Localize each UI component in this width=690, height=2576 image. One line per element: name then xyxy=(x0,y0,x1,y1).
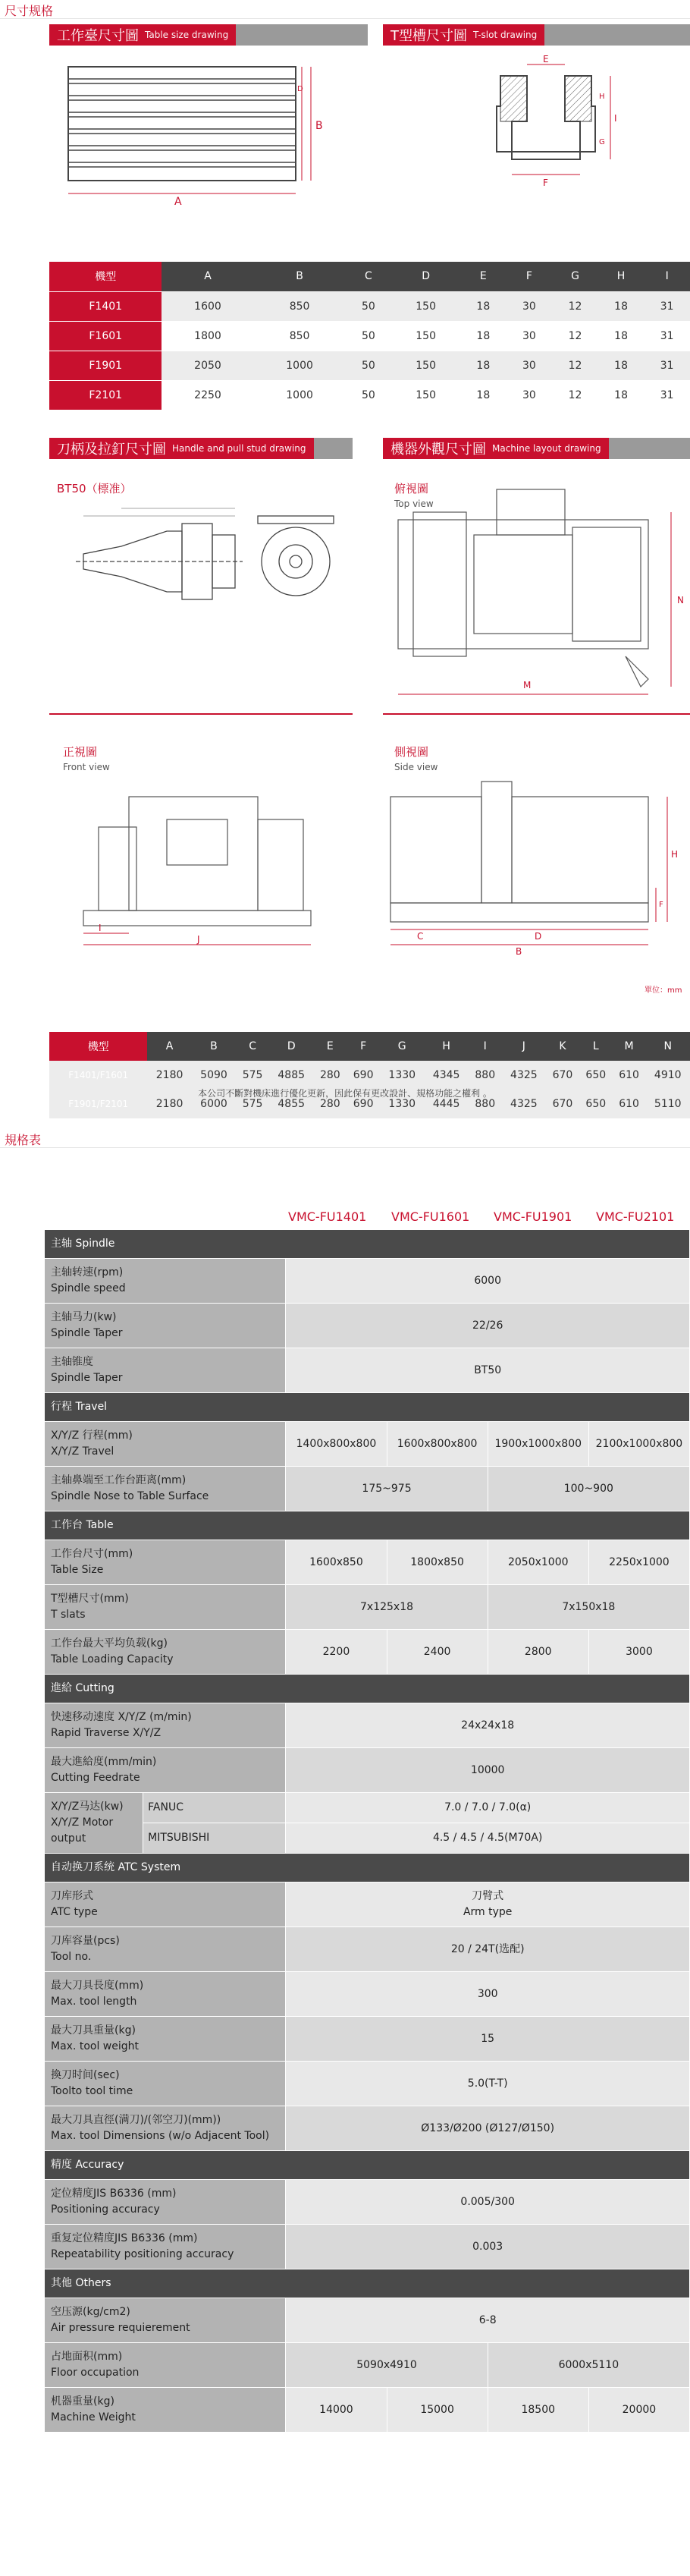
table-dimensions-spec xyxy=(49,262,690,410)
table-cell: 690 xyxy=(347,1090,380,1118)
table-cell: 30 xyxy=(507,291,553,321)
spec-label-cn: 主轴锥度 xyxy=(51,1356,93,1368)
spec-label-en: Max. tool Dimensions (w/o Adjacent Tool) xyxy=(51,2130,270,2142)
table-cell: 50 xyxy=(346,351,392,380)
table-header-cell: E xyxy=(460,262,507,291)
spec-value: 300 xyxy=(286,1972,690,2017)
spec-label-en: X/Y/Z Travel xyxy=(51,1445,114,1458)
spec-value: 15 xyxy=(286,2017,690,2062)
divider xyxy=(0,1147,690,1148)
table-cell: 2250 xyxy=(162,380,253,410)
table-cell: 4325 xyxy=(502,1090,546,1118)
table-header-cell: J xyxy=(502,1032,546,1061)
spec-label-en: Spindle Taper xyxy=(51,1327,123,1339)
table-cell: 18 xyxy=(598,321,645,351)
top-label-n: N xyxy=(677,595,684,605)
spec-row xyxy=(45,1630,690,1675)
spec-row xyxy=(45,2017,690,2062)
top-view-label: 俯視圖 Top view xyxy=(394,482,434,509)
spec-label xyxy=(45,1748,286,1793)
top-view-drawing xyxy=(383,459,690,713)
spec-value: 1600x850 xyxy=(286,1540,387,1585)
table-header-cell: C xyxy=(346,262,392,291)
table-size-drawing xyxy=(61,61,364,212)
spec-value: 1800x850 xyxy=(387,1540,488,1585)
table-size-band xyxy=(49,24,368,46)
spec-label-cn: 最大刀具直徑(满刀)/(邻空刀)(mm)) xyxy=(51,2114,221,2126)
table-cell: 6000 xyxy=(192,1090,236,1118)
spec-row xyxy=(45,1585,690,1630)
table-cell: 31 xyxy=(644,351,690,380)
spec-row xyxy=(45,1882,690,1927)
spec-label-en: Spindle speed xyxy=(51,1282,126,1294)
table-cell: 31 xyxy=(644,321,690,351)
spec-label-cn: 刀库容量(pcs) xyxy=(51,1935,120,1947)
spec-row xyxy=(45,2180,690,2225)
side-label-d: D xyxy=(535,931,542,942)
table-cell: 30 xyxy=(507,321,553,351)
model-header: VMC-FU1401 xyxy=(288,1209,367,1224)
spec-label-en: X/Y/Z Motor xyxy=(51,1816,114,1829)
tool-band xyxy=(49,438,353,459)
table-cell: 280 xyxy=(313,1090,347,1118)
table-header-cell: H xyxy=(424,1032,468,1061)
spec-label-cn: 定位精度JIS B6336 (mm) xyxy=(51,2188,177,2200)
section-title-text: 規格表 xyxy=(5,1133,42,1147)
spec-row xyxy=(45,2225,690,2269)
spec-value: 6000 xyxy=(286,1259,690,1304)
spec-value: 7x150x18 xyxy=(488,1585,689,1630)
spec-value: 24x24x18 xyxy=(286,1703,690,1748)
side-label-h: H xyxy=(671,849,679,860)
table-cell: 150 xyxy=(391,380,460,410)
spec-label-en: Max. tool weight xyxy=(51,2040,140,2052)
spec-value: 2250x1000 xyxy=(588,1540,689,1585)
spec-label-en: Air pressure requierement xyxy=(51,2322,190,2334)
table-cell: 18 xyxy=(460,380,507,410)
spec-label-en: Tool no. xyxy=(51,1951,92,1963)
spec-group-row xyxy=(45,1393,690,1422)
spec-group-row xyxy=(45,1511,690,1540)
table-cell: 650 xyxy=(579,1090,613,1118)
table-cell: 18 xyxy=(598,291,645,321)
table-cell: 670 xyxy=(546,1061,579,1090)
band-label: T型槽尺寸圖 T-slot drawing xyxy=(383,24,544,46)
spec-label-en: Rapid Traverse X/Y/Z xyxy=(51,1727,162,1739)
table-cell: 850 xyxy=(254,291,346,321)
table-cell: 150 xyxy=(391,351,460,380)
spec-label xyxy=(45,1882,286,1927)
spec-label-en: Spindle Nose to Table Surface xyxy=(51,1490,209,1502)
table-cell: 1330 xyxy=(380,1061,424,1090)
spec-label xyxy=(45,2298,286,2343)
model-cell: F1901/F2101 xyxy=(49,1090,147,1118)
table-header-cell: E xyxy=(313,1032,347,1061)
spec-label xyxy=(45,1585,286,1630)
table-cell: 880 xyxy=(469,1061,502,1090)
spec-label-cn: 最大刀具重量(kg) xyxy=(51,2024,136,2037)
model-header: VMC-FU2101 xyxy=(596,1209,675,1224)
model-header: VMC-FU1901 xyxy=(494,1209,572,1224)
spec-value: 100~900 xyxy=(488,1467,689,1511)
dim-label-d: D xyxy=(297,85,303,93)
dim-label-b: B xyxy=(315,120,323,132)
spec-group-label: 工作台 Table xyxy=(45,1511,690,1540)
spec-label-en: ATC type xyxy=(51,1906,98,1918)
table-cell: 1330 xyxy=(380,1090,424,1118)
table-cell: 5110 xyxy=(646,1090,690,1118)
spec-label-cn: 重复定位精度JIS B6336 (mm) xyxy=(51,2232,198,2244)
tslot-label-f: F xyxy=(543,178,548,188)
table-row xyxy=(49,321,690,351)
spec-group-row xyxy=(45,1675,690,1703)
spec-value: 18500 xyxy=(488,2388,588,2433)
spec-value: 1400x800x800 xyxy=(286,1422,387,1467)
spec-value: 5090x4910 xyxy=(286,2343,488,2388)
spec-row xyxy=(45,1422,690,1467)
table-cell: 18 xyxy=(460,351,507,380)
dim-label-a: A xyxy=(174,196,182,208)
tool-holder-drawing xyxy=(53,501,356,630)
spec-label-cn: 刀库形式 xyxy=(51,1890,93,1902)
spec-label-cn: 換刀时间(sec) xyxy=(51,2069,120,2081)
table-header-cell: N xyxy=(646,1032,690,1061)
table-cell: 31 xyxy=(644,380,690,410)
table-header-cell: F xyxy=(347,1032,380,1061)
front-view-label: 正視圖 Front view xyxy=(63,745,110,772)
spec-row xyxy=(45,1304,690,1348)
spec-value: 4.5 / 4.5 / 4.5(M70A) xyxy=(286,1823,690,1854)
front-view-drawing xyxy=(53,774,356,956)
model-header: VMC-FU1601 xyxy=(391,1209,470,1224)
spec-row xyxy=(45,1972,690,2017)
top-label-m: M xyxy=(523,680,532,690)
spec-label-cn: 工作台尺寸(mm) xyxy=(51,1548,133,1560)
spec-row xyxy=(45,1703,690,1748)
table-header-cell: G xyxy=(552,262,598,291)
spec-row xyxy=(45,1467,690,1511)
table-cell: 670 xyxy=(546,1090,579,1118)
model-cell: F1401 xyxy=(49,291,162,321)
spec-row xyxy=(45,2388,690,2433)
spec-value-line: Arm type xyxy=(463,1906,513,1918)
spec-label-en: Positioning accuracy xyxy=(51,2203,160,2216)
tslot-band xyxy=(383,24,690,46)
table-cell: 50 xyxy=(346,291,392,321)
spec-value-line: 刀臂式 xyxy=(472,1890,504,1902)
spec-group-label: 其他 Others xyxy=(45,2269,690,2298)
table-cell: 1000 xyxy=(254,380,346,410)
table-cell: 4445 xyxy=(424,1090,468,1118)
spec-row xyxy=(45,2062,690,2106)
spec-label-en: Floor occupation xyxy=(51,2367,140,2379)
spec-row xyxy=(45,1793,690,1823)
spec-row xyxy=(45,2298,690,2343)
band-label: 工作臺尺寸圖 Table size drawing xyxy=(49,24,236,46)
spec-value: BT50 xyxy=(286,1348,690,1393)
spec-value: 7x125x18 xyxy=(286,1585,488,1630)
spec-value: 2400 xyxy=(387,1630,488,1675)
spec-label-cn: X/Y/Z马达(kw) xyxy=(51,1801,124,1813)
spec-value: 3000 xyxy=(588,1630,689,1675)
table-cell: 575 xyxy=(236,1090,269,1118)
table-row xyxy=(49,291,690,321)
spec-label-cn: 最大刀具長度(mm) xyxy=(51,1980,144,1992)
table-header-cell: D xyxy=(269,1032,313,1061)
spec-value: 2800 xyxy=(488,1630,588,1675)
spec-row xyxy=(45,2343,690,2388)
table-cell: 18 xyxy=(460,321,507,351)
spec-label-en: Cutting Feedrate xyxy=(51,1772,140,1784)
spec-value: 1600x800x800 xyxy=(387,1422,488,1467)
spec-label xyxy=(45,1703,286,1748)
spec-label-en: Toolto tool time xyxy=(51,2085,133,2097)
machine-band xyxy=(383,438,690,459)
spec-row xyxy=(45,1748,690,1793)
spec-group-row xyxy=(45,1230,690,1259)
table-cell: 4345 xyxy=(424,1061,468,1090)
model-cell: F1601 xyxy=(49,321,162,351)
table-machine-dimensions xyxy=(49,1032,690,1118)
spec-value: 2200 xyxy=(286,1630,387,1675)
spec-value: 10000 xyxy=(286,1748,690,1793)
table-row xyxy=(49,1061,690,1090)
spec-label xyxy=(45,2017,286,2062)
section-title-text: 尺寸规格 xyxy=(5,4,54,18)
side-view-drawing xyxy=(383,774,690,956)
spec-label-cn: 机器重量(kg) xyxy=(51,2395,114,2408)
spec-label-cn: X/Y/Z 行程(mm) xyxy=(51,1430,133,1442)
table-cell: 5090 xyxy=(192,1061,236,1090)
spec-label xyxy=(45,1630,286,1675)
table-cell: 650 xyxy=(579,1061,613,1090)
table-cell: 12 xyxy=(552,291,598,321)
tslot-label-e: E xyxy=(543,54,549,64)
tool-divider xyxy=(49,713,353,715)
table-cell: 575 xyxy=(236,1061,269,1090)
table-row xyxy=(49,380,690,410)
spec-table xyxy=(44,1229,690,2433)
table-cell: 690 xyxy=(347,1061,380,1090)
table-cell: 12 xyxy=(552,380,598,410)
spec-label xyxy=(45,1304,286,1348)
table-header-cell: D xyxy=(391,262,460,291)
table-row xyxy=(49,351,690,380)
spec-row xyxy=(45,1927,690,1972)
spec-value: 175~975 xyxy=(286,1467,488,1511)
model-cell: F2101 xyxy=(49,380,162,410)
table-cell: 30 xyxy=(507,351,553,380)
table-cell: 880 xyxy=(469,1090,502,1118)
model-cell: F1901 xyxy=(49,351,162,380)
spec-row xyxy=(45,1259,690,1304)
tslot-label-i: I xyxy=(614,113,617,124)
unit-label: 單位：mm xyxy=(645,986,682,995)
spec-group-label: 行程 Travel xyxy=(45,1393,690,1422)
disclaimer-note: 本公司不斷對機床進行優化更新，因此保有更改設計、規格功能之權利 。 xyxy=(198,1088,492,1099)
table-header-cell: F xyxy=(507,262,553,291)
band-label: 刀柄及拉釘尺寸圖 Handle and pull stud drawing xyxy=(49,438,314,459)
table-cell: 12 xyxy=(552,351,598,380)
table-header-cell: A xyxy=(147,1032,191,1061)
table-header-cell: C xyxy=(236,1032,269,1061)
spec-label xyxy=(45,1540,286,1585)
spec-label xyxy=(45,1927,286,1972)
spec-value: 6-8 xyxy=(286,2298,690,2343)
table-cell: 610 xyxy=(613,1090,646,1118)
spec-label xyxy=(45,1259,286,1304)
spec-label-en: T slats xyxy=(51,1609,86,1621)
spec-group-row xyxy=(45,1854,690,1882)
spec-label xyxy=(45,1422,286,1467)
table-header-cell: H xyxy=(598,262,645,291)
spec-group-row xyxy=(45,2269,690,2298)
table-cell: 150 xyxy=(391,291,460,321)
table-cell: 50 xyxy=(346,321,392,351)
table-cell: 31 xyxy=(644,291,690,321)
spec-row xyxy=(45,2106,690,2151)
spec-label-cn: 工作台最大平均负载(kg) xyxy=(51,1637,168,1650)
side-label-c: C xyxy=(417,931,424,942)
spec-label-cn: 主轴鼻端至工作台距离(mm) xyxy=(51,1474,187,1486)
table-cell: 1800 xyxy=(162,321,253,351)
model-cell: F1401/F1601 xyxy=(49,1061,147,1090)
table-header-cell: L xyxy=(579,1032,613,1061)
tslot-drawing xyxy=(470,53,637,205)
spec-label-en: output xyxy=(51,1832,86,1845)
spec-value: 7.0 / 7.0 / 7.0(α) xyxy=(286,1793,690,1823)
spec-value: 15000 xyxy=(387,2388,488,2433)
table-cell: 50 xyxy=(346,380,392,410)
spec-value: 14000 xyxy=(286,2388,387,2433)
table-cell: 2180 xyxy=(147,1090,191,1118)
spec-label-cn: 主轴马力(kw) xyxy=(51,1311,117,1323)
spec-label xyxy=(45,2106,286,2151)
band-label: 機器外觀尺寸圖 Machine layout drawing xyxy=(383,438,609,459)
spec-label-en: Repeatability positioning accuracy xyxy=(51,2248,234,2260)
table-cell: 4325 xyxy=(502,1061,546,1090)
spec-value: 5.0(T-T) xyxy=(286,2062,690,2106)
spec-group-label: 精度 Accuracy xyxy=(45,2151,690,2180)
spec-label xyxy=(45,1348,286,1393)
spec-label xyxy=(45,2388,286,2433)
table-cell: 2050 xyxy=(162,351,253,380)
table-cell: 30 xyxy=(507,380,553,410)
table-header-cell: G xyxy=(380,1032,424,1061)
table-cell: 18 xyxy=(460,291,507,321)
spec-label-cn: 快速移动速度 X/Y/Z (m/min) xyxy=(51,1711,192,1723)
spec-label-en: Max. tool length xyxy=(51,1996,137,2008)
spec-label-en: Table Size xyxy=(51,1564,104,1576)
table-cell: 2180 xyxy=(147,1061,191,1090)
spec-label xyxy=(45,1793,143,1854)
spec-label-cn: 主轴转速(rpm) xyxy=(51,1266,124,1279)
spec-value: 6000x5110 xyxy=(488,2343,689,2388)
table-header-cell: B xyxy=(192,1032,236,1061)
spec-label xyxy=(45,2225,286,2269)
table-cell: 1000 xyxy=(254,351,346,380)
table-header-cell: M xyxy=(613,1032,646,1061)
side-view-label: 側視圖 Side view xyxy=(394,745,438,772)
table-cell: 1600 xyxy=(162,291,253,321)
spec-label-cn: 空压源(kg/cm2) xyxy=(51,2306,130,2318)
spec-value: 20000 xyxy=(588,2388,689,2433)
table-cell: 4855 xyxy=(269,1090,313,1118)
table-cell: 150 xyxy=(391,321,460,351)
spec-value: 22/26 xyxy=(286,1304,690,1348)
table-header-cell: I xyxy=(644,262,690,291)
spec-group-row xyxy=(45,2151,690,2180)
spec-value: Ø133/Ø200 (Ø127/Ø150) xyxy=(286,2106,690,2151)
spec-group-label: 主轴 Spindle xyxy=(45,1230,690,1259)
spec-label-cn: T型槽尺寸(mm) xyxy=(51,1593,129,1605)
spec-label-en: Spindle Taper xyxy=(51,1372,123,1384)
spec-label-en: Table Loading Capacity xyxy=(51,1653,174,1665)
side-label-f: F xyxy=(659,901,663,909)
spec-value: 0.003 xyxy=(286,2225,690,2269)
spec-row xyxy=(45,1348,690,1393)
spec-value: 2050x1000 xyxy=(488,1540,588,1585)
tslot-label-h: H xyxy=(599,93,605,101)
table-cell: 610 xyxy=(613,1061,646,1090)
spec-value: 0.005/300 xyxy=(286,2180,690,2225)
spec-group-label: 自动换刀系统 ATC System xyxy=(45,1854,690,1882)
spec-sublabel: MITSUBISHI xyxy=(143,1823,286,1854)
table-header-cell: K xyxy=(546,1032,579,1061)
table-cell: 850 xyxy=(254,321,346,351)
divider xyxy=(0,18,690,19)
side-label-b: B xyxy=(516,946,522,956)
spec-value xyxy=(286,1882,690,1927)
spec-label-cn: 占地面积(mm) xyxy=(51,2351,123,2363)
tslot-label-g: G xyxy=(599,138,605,146)
spec-label xyxy=(45,2062,286,2106)
table-cell: 18 xyxy=(598,351,645,380)
spec-label-cn: 最大進給度(mm/min) xyxy=(51,1756,157,1768)
spec-sublabel: FANUC xyxy=(143,1793,286,1823)
table-cell: 18 xyxy=(598,380,645,410)
table-header-cell: A xyxy=(162,262,253,291)
table-header-cell: 機型 xyxy=(49,1032,147,1061)
spec-label-en: Machine Weight xyxy=(51,2411,136,2423)
table-cell: 12 xyxy=(552,321,598,351)
bt50-label: BT50（標准） xyxy=(57,482,132,495)
spec-label xyxy=(45,2343,286,2388)
spec-row xyxy=(45,1540,690,1585)
spec-group-label: 進給 Cutting xyxy=(45,1675,690,1703)
table-cell: 4910 xyxy=(646,1061,690,1090)
table-header-cell: 機型 xyxy=(49,262,162,291)
front-label-i: I xyxy=(99,923,102,933)
table-cell: 4885 xyxy=(269,1061,313,1090)
top-divider xyxy=(383,713,690,715)
spec-value: 20 / 24T(选配) xyxy=(286,1927,690,1972)
table-header-cell: I xyxy=(469,1032,502,1061)
front-label-j: J xyxy=(197,934,200,945)
table-cell: 280 xyxy=(313,1061,347,1090)
spec-label xyxy=(45,1467,286,1511)
table-header-cell: B xyxy=(254,262,346,291)
spec-value: 1900x1000x800 xyxy=(488,1422,588,1467)
spec-value: 2100x1000x800 xyxy=(588,1422,689,1467)
spec-label xyxy=(45,2180,286,2225)
spec-label xyxy=(45,1972,286,2017)
